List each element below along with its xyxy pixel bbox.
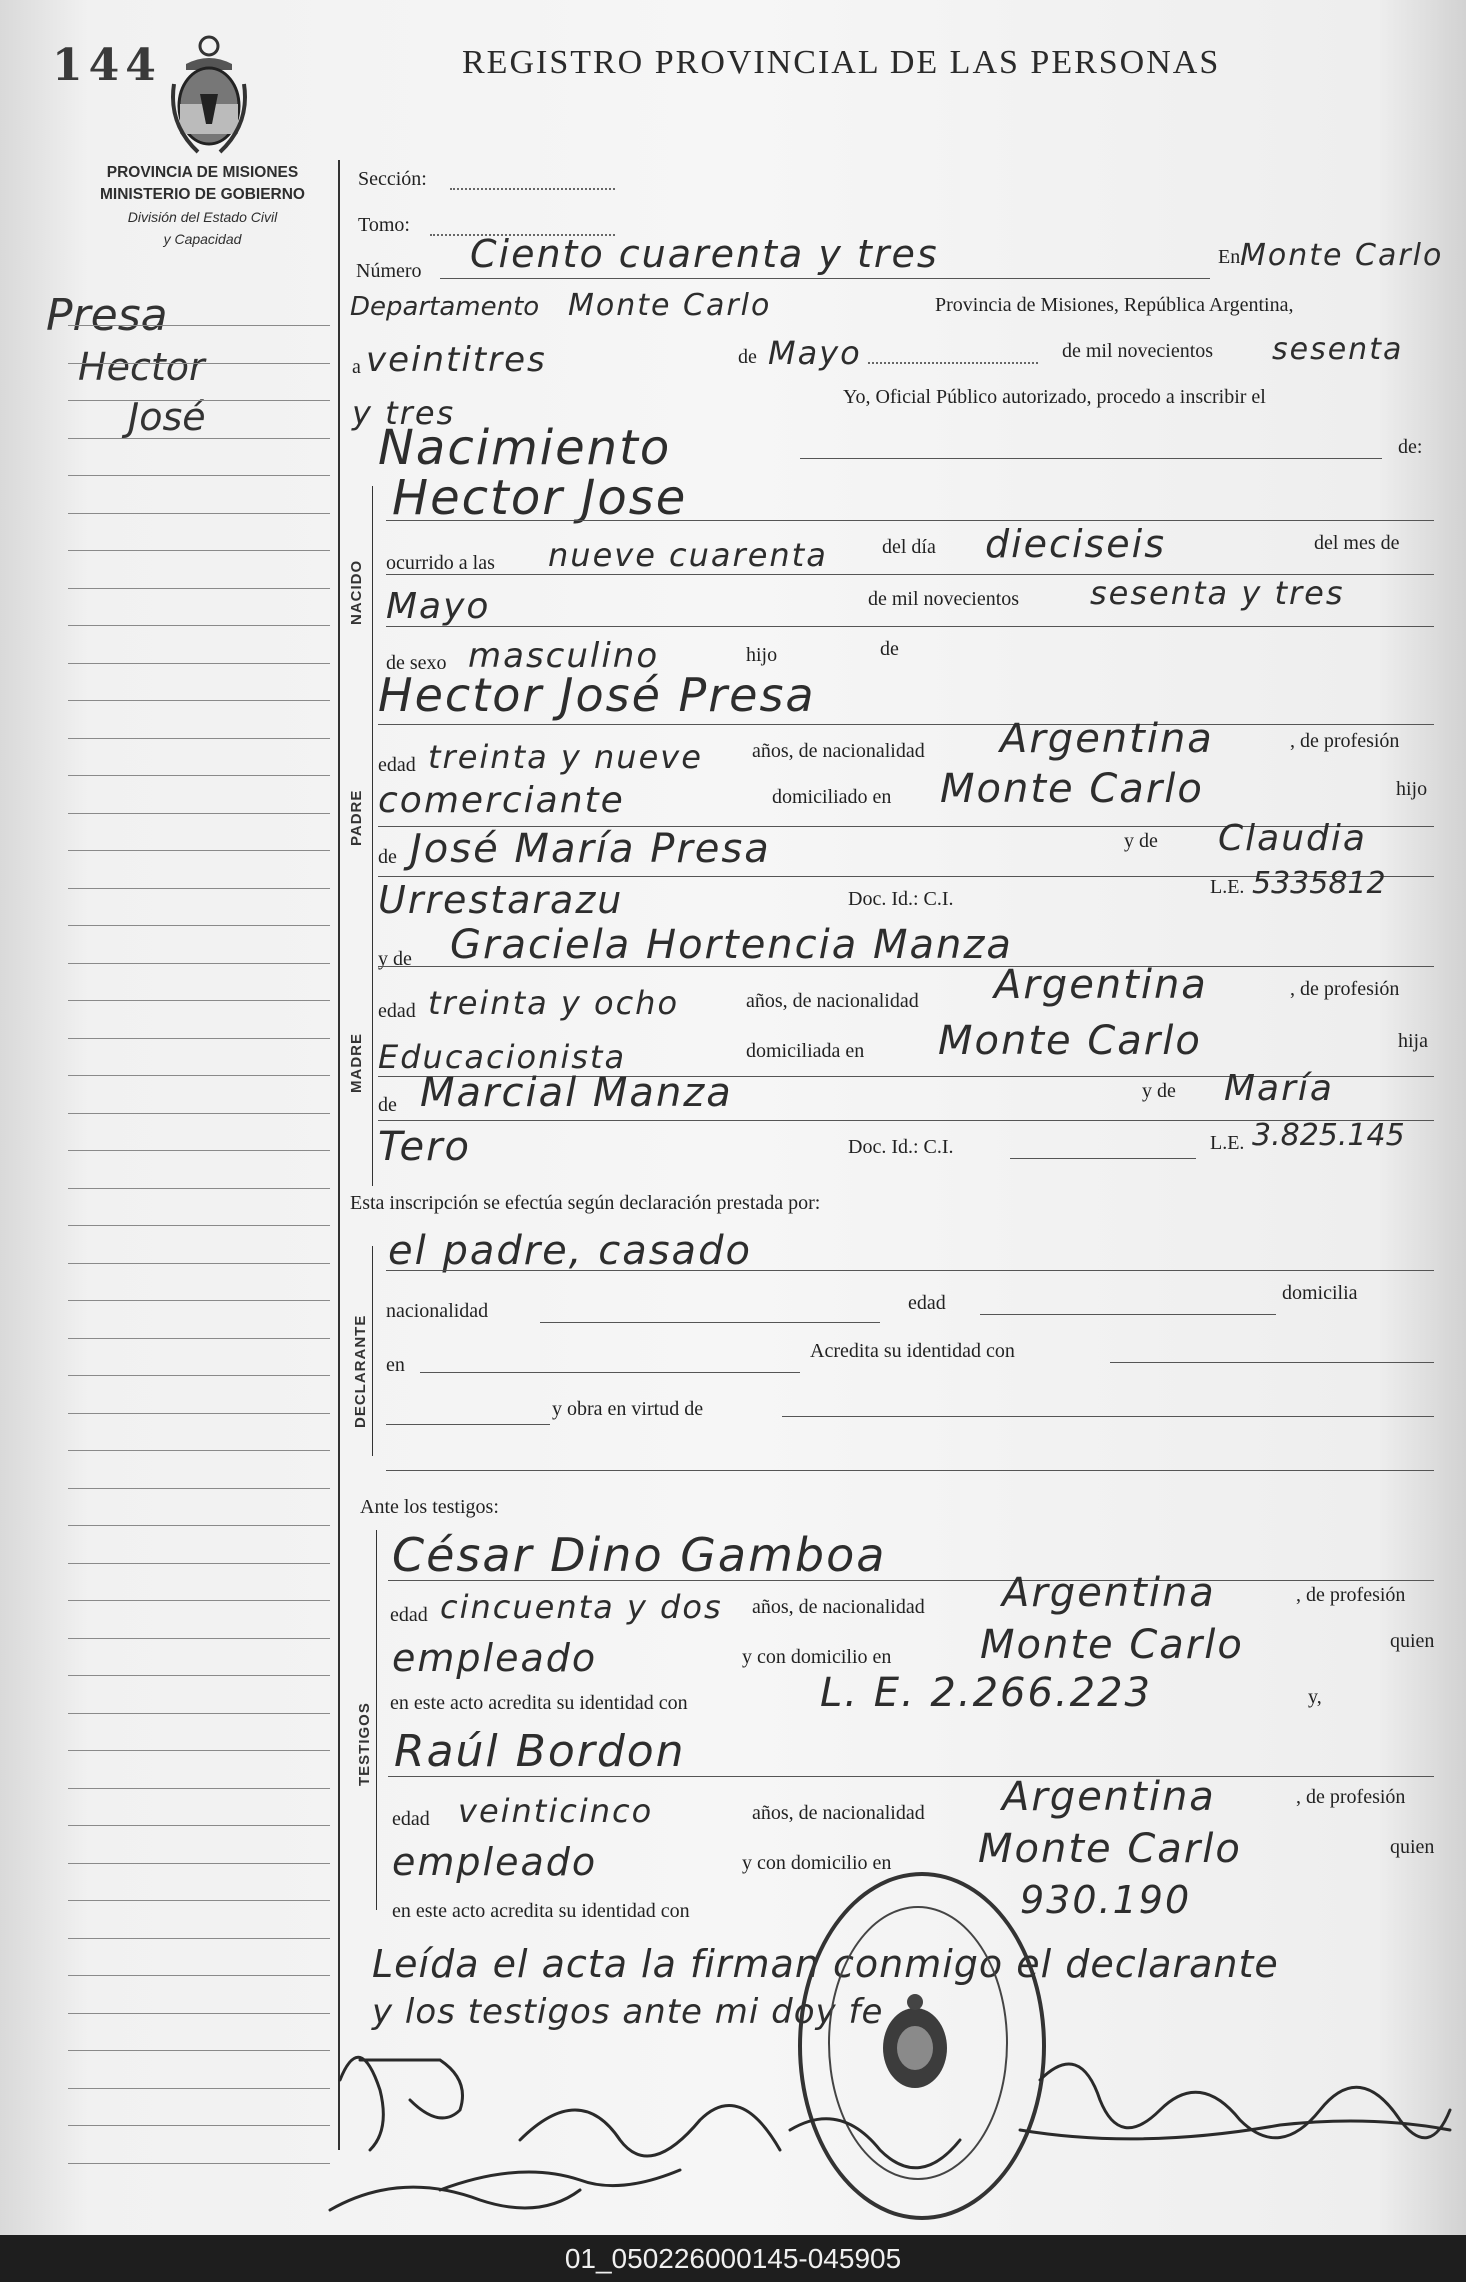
margin-rule-line [68, 1525, 330, 1526]
margin-rule-line [68, 1413, 330, 1414]
margin-rule-line [68, 625, 330, 626]
padre-domicilio-label: domiciliado en [772, 786, 892, 808]
madre-y-de-label-2: y de [1142, 1080, 1176, 1102]
national-shield-emblem [168, 34, 250, 158]
margin-given-name-2: José [128, 395, 206, 439]
declarante-obra-label: y obra en virtud de [552, 1398, 704, 1420]
margin-rule-line [68, 1863, 330, 1864]
padre-hijo-label: hijo [1396, 778, 1428, 800]
hijo-label: hijo [746, 644, 778, 666]
de-colon: de: [1398, 436, 1423, 458]
testigo1-quien-label: quien [1390, 1630, 1435, 1652]
testigo2-profesion: empleado [392, 1840, 598, 1884]
margin-rule-line [68, 1150, 330, 1151]
margin-rule-line [68, 738, 330, 739]
margin-rule-line [68, 850, 330, 851]
margin-rule-line [68, 1975, 330, 1976]
margin-rule-line [68, 1675, 330, 1676]
margin-rule-line [68, 1938, 330, 1939]
margin-rule-line [68, 1900, 330, 1901]
nacido-de-label: de [880, 638, 899, 660]
declarante-edad-label: edad [908, 1292, 946, 1314]
testigo1-profesion: empleado [392, 1636, 598, 1680]
margin-rule-line [68, 550, 330, 551]
margin-rule-line [68, 325, 330, 326]
nacido-mes: Mayo [386, 586, 491, 627]
office-ministry: MINISTERIO DE GOBIERNO [100, 186, 305, 203]
de-label: de [738, 346, 757, 368]
office-province: PROVINCIA DE MISIONES [106, 164, 299, 181]
signatures [320, 2020, 1466, 2230]
office-division: División del Estado Civil [127, 209, 278, 225]
madre-profesion: Educacionista [378, 1038, 627, 1076]
margin-rule-line [68, 400, 330, 401]
margin-rule-line [68, 588, 330, 589]
en-label: En [1218, 246, 1241, 268]
margin-rule-line [68, 513, 330, 514]
margin-rule-line [68, 475, 330, 476]
testigos-intro: Ante los testigos: [360, 1496, 499, 1518]
oficial-text: Yo, Oficial Público autorizado, procedo a inscribir el [843, 386, 1266, 408]
margin-separator [338, 160, 340, 2150]
margin-rule-line [68, 438, 330, 439]
margin-rule-line [68, 1038, 330, 1039]
numero-label: Número [356, 260, 422, 282]
margin-rule-line [68, 1375, 330, 1376]
testigo1-domicilio: Monte Carlo [980, 1622, 1244, 1668]
padre-doc-label: Doc. Id.: C.I. [848, 888, 954, 910]
margin-given-name: Hector [78, 345, 205, 389]
fecha-anio: sesenta [1272, 332, 1404, 367]
madre-y-de-label: y de [378, 948, 412, 970]
madre-edad: treinta y ocho [428, 984, 680, 1022]
declarante-domicilia-label: domicilia [1282, 1282, 1358, 1304]
section-separator-testigos [376, 1530, 377, 1910]
margin-rule-line [68, 1225, 330, 1226]
a-label: a [352, 356, 361, 378]
margin-rule-line [68, 1825, 330, 1826]
testigo1-edad: cincuenta y dos [440, 1588, 723, 1626]
testigo1-profesion-label: , de profesión [1296, 1584, 1406, 1606]
nacido-nombre: Hector Jose [392, 470, 688, 526]
margin-rule-line [68, 663, 330, 664]
testigo2-edad: veinticinco [458, 1792, 654, 1830]
testigo2-domicilio-label: y con domicilio en [742, 1852, 892, 1874]
testigo1-edad-label: edad [390, 1604, 428, 1626]
abuelo-materno: Marcial Manza [420, 1070, 733, 1116]
del-mes-label: del mes de [1314, 532, 1400, 554]
testigo1-nacionalidad: Argentina [1002, 1570, 1216, 1616]
nacido-sexo: masculino [468, 636, 660, 676]
madre-profesion-label: , de profesión [1290, 978, 1400, 1000]
padre-y-de-label: y de [1124, 830, 1158, 852]
nacido-hora: nueve cuarenta [548, 536, 828, 574]
numero-value: Ciento cuarenta y tres [470, 232, 939, 276]
testigo2-edad-label: edad [392, 1808, 430, 1830]
section-separator-upper [372, 486, 373, 1186]
declarante-intro: Esta inscripción se efectúa según declaración prestada por: [350, 1192, 821, 1214]
sexo-label: de sexo [386, 652, 447, 674]
folio-number: 144 [52, 40, 162, 91]
padre-le-label: L.E. [1210, 876, 1245, 898]
madre-nacionalidad: Argentina [994, 962, 1208, 1008]
abuela-materna: María [1224, 1068, 1334, 1109]
padre-nombre: Hector José Presa [378, 668, 816, 722]
margin-rule-line [68, 775, 330, 776]
madre-domicilio-label: domiciliada en [746, 1040, 865, 1062]
padre-le-value: 5335812 [1252, 866, 1386, 901]
margin-rule-line [68, 2013, 330, 2014]
madre-nombre: Graciela Hortencia Manza [450, 922, 1013, 968]
padre-edad: treinta y nueve [428, 738, 703, 776]
acto-value: Nacimiento [378, 420, 672, 476]
margin-rule-line [68, 888, 330, 889]
closing-line-1: Leída el acta la firman conmigo el declarante [372, 1942, 1279, 1986]
section-label-declarante: DECLARANTE [352, 1314, 369, 1428]
testigo2-profesion-label: , de profesión [1296, 1786, 1406, 1808]
madre-anios-label: años, de nacionalidad [746, 990, 919, 1012]
declarante-nacionalidad-label: nacionalidad [386, 1300, 489, 1322]
testigo2-doc: 930.190 [1020, 1878, 1192, 1922]
padre-anios-label: años, de nacionalidad [752, 740, 925, 762]
closing-line-2: y los testigos ante mi doy fe [372, 1992, 884, 2032]
nacido-anio: sesenta y tres [1090, 574, 1345, 612]
issuing-office [70, 162, 335, 250]
margin-rule-line [68, 1750, 330, 1751]
margin-rule-line [68, 1075, 330, 1076]
nacido-mil-label: de mil novecientos [868, 588, 1020, 610]
abuela-paterna-apellido: Urrestarazu [378, 878, 624, 922]
office-division-2: y Capacidad [163, 231, 242, 247]
margin-rule-line [68, 363, 330, 364]
margin-rule-line [68, 963, 330, 964]
departamento-value: Monte Carlo [568, 288, 772, 323]
testigo1-anios-label: años, de nacionalidad [752, 1596, 925, 1618]
margin-rule-line [68, 1450, 330, 1451]
testigo1-acredita-label: en este acto acredita su identidad con [390, 1692, 688, 1714]
section-label-nacido: NACIDO [348, 559, 365, 625]
madre-doc-label: Doc. Id.: C.I. [848, 1136, 954, 1158]
padre-de-label: de [378, 846, 397, 868]
ocurrido-label: ocurrido a las [386, 552, 495, 574]
margin-rule-line [68, 1263, 330, 1264]
margin-rule-line [68, 813, 330, 814]
en-value: Monte Carlo [1240, 238, 1444, 273]
nacido-dia: dieciseis [985, 522, 1167, 566]
margin-rule-line [68, 1113, 330, 1114]
provincia-text: Provincia de Misiones, República Argentina, [935, 294, 1294, 316]
section-label-padre: PADRE [348, 789, 365, 846]
document-title: REGISTRO PROVINCIAL DE LAS PERSONAS [462, 44, 1221, 81]
abuela-materna-apellido: Tero [378, 1124, 472, 1170]
abuelo-paterno: José María Presa [410, 826, 771, 872]
padre-profesion-label: , de profesión [1290, 730, 1400, 752]
margin-rule-line [68, 1338, 330, 1339]
margin-surname: Presa [46, 290, 168, 341]
section-separator-declarante [372, 1246, 373, 1456]
margin-rule-line [68, 925, 330, 926]
tomo-label: Tomo: [358, 214, 410, 236]
margin-rule-line [68, 1300, 330, 1301]
margin-rule-line [68, 2050, 330, 2051]
mil-text: de mil novecientos [1062, 340, 1214, 362]
testigo2-nombre: Raúl Bordon [394, 1726, 686, 1777]
padre-nacionalidad: Argentina [1000, 716, 1214, 762]
margin-rule-line [68, 2088, 330, 2089]
declarante-acredita-label: Acredita su identidad con [810, 1340, 1015, 1362]
testigo2-acredita-label: en este acto acredita su identidad con [392, 1900, 690, 1922]
declarante-en-label: en [386, 1354, 405, 1376]
departamento-label: Departamento [350, 292, 540, 322]
abuela-paterna: Claudia [1218, 818, 1367, 859]
margin-rule-line [68, 1188, 330, 1189]
section-label-testigos: TESTIGOS [356, 1702, 373, 1786]
margin-rule-line [68, 2125, 330, 2126]
madre-le-value: 3.825.145 [1252, 1118, 1405, 1153]
margin-rule-line [68, 1713, 330, 1714]
madre-domicilio: Monte Carlo [938, 1018, 1202, 1064]
fecha-mes: Mayo [768, 334, 862, 372]
margin-rule-line [68, 1563, 330, 1564]
madre-edad-label: edad [378, 1000, 416, 1022]
padre-edad-label: edad [378, 754, 416, 776]
testigo2-nacionalidad: Argentina [1002, 1774, 1216, 1820]
margin-rule-line [68, 1638, 330, 1639]
margin-rule-line [68, 2163, 330, 2164]
margin-rule-line [68, 1488, 330, 1489]
padre-domicilio: Monte Carlo [940, 766, 1204, 812]
image-id-footer: 01_050226000145-045905 [0, 2235, 1466, 2282]
margin-rule-line [68, 700, 330, 701]
fecha-dia: veintitres [366, 340, 547, 380]
testigo1-domicilio-label: y con domicilio en [742, 1646, 892, 1668]
del-dia-label: del día [882, 536, 936, 558]
padre-profesion: comerciante [378, 780, 625, 821]
section-label-madre: MADRE [348, 1033, 365, 1093]
madre-le-label: L.E. [1210, 1132, 1245, 1154]
margin-rule-line [68, 1788, 330, 1789]
seccion-label: Sección: [358, 168, 427, 190]
fecha-anio-cont: y tres [352, 394, 456, 432]
margin-rule-line [68, 1000, 330, 1001]
testigo2-anios-label: años, de nacionalidad [752, 1802, 925, 1824]
testigo1-doc: L. E. 2.266.223 [820, 1670, 1152, 1716]
declarante-valor: el padre, casado [388, 1228, 752, 1274]
madre-de-label: de [378, 1094, 397, 1116]
testigo1-nombre: César Dino Gamboa [392, 1528, 887, 1582]
margin-rule-line [68, 1600, 330, 1601]
testigo2-domicilio: Monte Carlo [978, 1826, 1242, 1872]
testigo1-y-label: y, [1308, 1686, 1322, 1708]
testigo2-quien-label: quien [1390, 1836, 1435, 1858]
madre-hija-label: hija [1398, 1030, 1428, 1052]
